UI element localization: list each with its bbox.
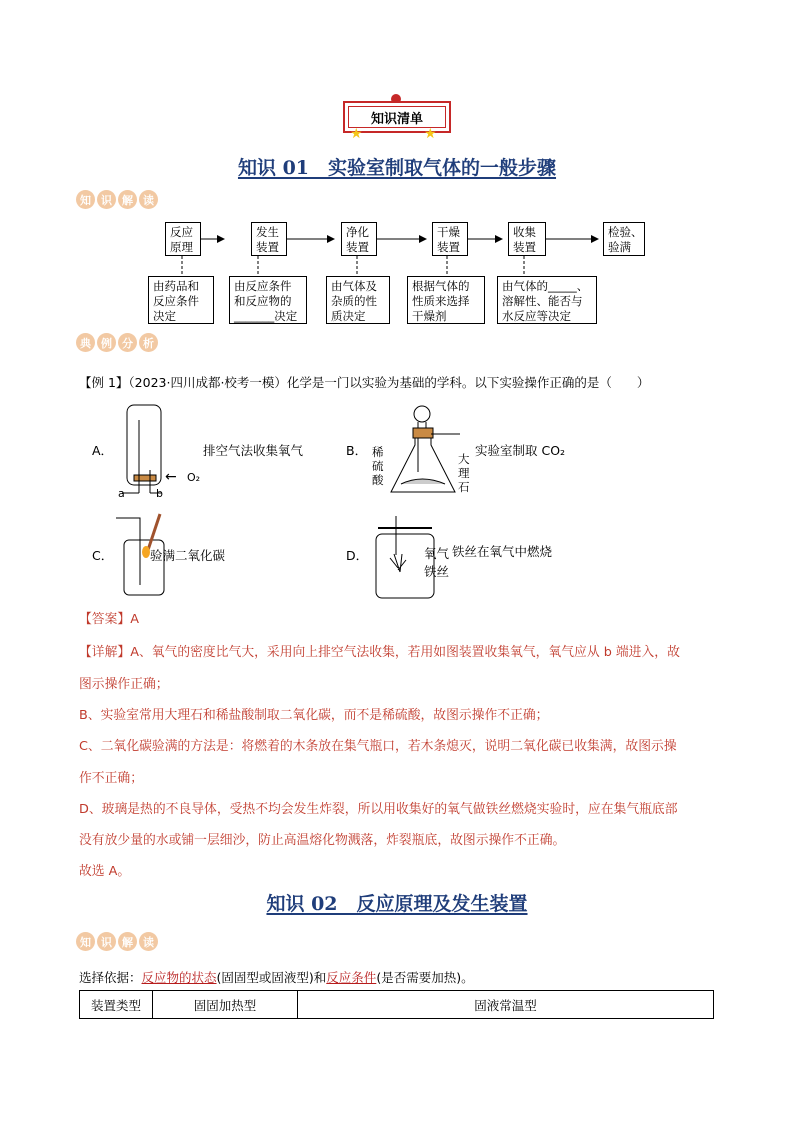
detail-line: C、二氧化碳验满的方法是：将燃着的木条放在集气瓶口，若木条熄灭，说明二氧化碳已收集满，故图示操 <box>79 739 677 754</box>
option-caption: 验满二氧化碳 <box>150 548 226 563</box>
selection-basis <box>79 970 474 986</box>
tag-char: 知 <box>76 932 95 951</box>
arrow-left-icon: ← <box>165 469 177 485</box>
label-dilute-acid: 稀 硫 酸 <box>372 445 384 487</box>
table-header: 装置类型 <box>80 991 153 1019</box>
tag-char: 例 <box>97 333 116 352</box>
flow-desc: 由气体及 杂质的性 质决定 <box>326 276 390 324</box>
flow-step: 发生 装置 <box>251 222 287 256</box>
tag-char: 解 <box>118 190 137 209</box>
option-letter: C． <box>92 548 114 563</box>
basis-text: (是否需要加热)。 <box>376 970 474 985</box>
option-caption: 排空气法收集氧气 <box>203 443 304 458</box>
table-header: 固固加热型 <box>153 991 298 1019</box>
table-row <box>80 991 714 1019</box>
section-title: 知识 02 反应原理及发生装置 <box>266 893 528 915</box>
detail-line: B、实验室常用大理石和稀盐酸制取二氧化碳，而不是稀硫酸，故图示操作不正确； <box>79 708 549 723</box>
question-text: 【例 1】（2023·四川成都·校考一模）化学是一门以实验为基础的学科。以下实验操作正确的是（ ） <box>79 375 650 390</box>
label-iron-wire: 铁丝 <box>424 564 450 579</box>
tag-char: 析 <box>139 333 158 352</box>
tag-example-analysis <box>76 333 158 355</box>
flow-step: 反应 原理 <box>165 222 201 256</box>
flow-step: 收集 装置 <box>508 222 546 256</box>
section-title: 知识 01 实验室制取气体的一般步骤 <box>237 157 557 179</box>
detail-line: 图示操作正确； <box>79 677 169 692</box>
label-a-port: a <box>118 487 125 500</box>
detail-line <box>79 645 680 661</box>
detail-line: 故选 A。 <box>79 864 131 879</box>
detail-line: D、玻璃是热的不良导体，受热不均会发生炸裂，所以用收集好的氧气做铁丝燃烧实验时，应在集气瓶底部 <box>79 802 678 817</box>
label-o2: O₂ <box>187 471 201 484</box>
tag-char: 识 <box>97 190 116 209</box>
option-caption: 铁丝在氧气中燃烧 <box>452 544 553 559</box>
star-icon: ★ <box>424 126 437 142</box>
basis-key-state: 反应物的状态 <box>141 970 217 985</box>
option-caption: 实验室制取 CO₂ <box>475 443 566 458</box>
flow-step: 干燥 装置 <box>432 222 468 256</box>
tag-char: 读 <box>139 190 158 209</box>
detail-text: A、氧气的密度比气大，采用向上排空气法收集，若用如图装置收集氧气，氧气应从 b 端进入，故 <box>130 645 680 660</box>
tag-char: 典 <box>76 333 95 352</box>
badge-label: 知识清单 <box>370 111 423 127</box>
tag-char: 读 <box>139 932 158 951</box>
flow-desc: 由反应条件 和反应物的 _______决定 <box>229 276 307 324</box>
tag-knowledge-reading <box>76 932 158 954</box>
label-marble: 大 理 石 <box>458 452 470 494</box>
tag-char: 识 <box>97 932 116 951</box>
detail-line: 作不正确； <box>79 771 143 786</box>
label-oxygen: 氧气 <box>424 546 450 561</box>
flow-desc: 根据气体的 性质来选择 干燥剂 <box>407 276 485 324</box>
answer-label: 【答案】 <box>79 612 131 627</box>
option-letter: A． <box>92 443 114 458</box>
flow-desc: 由药品和 反应条件 决定 <box>148 276 214 324</box>
tag-char: 解 <box>118 932 137 951</box>
detail-line: 没有放少量的水或铺一层细沙，防止高温熔化物溅落，炸裂瓶底，故图示操作不正确。 <box>79 833 566 848</box>
basis-key-condition: 反应条件 <box>326 970 377 985</box>
option-letter: B． <box>346 443 368 458</box>
basis-text: (固固型或固液型)和 <box>216 970 327 985</box>
flow-step: 净化 装置 <box>341 222 377 256</box>
answer-value: A <box>130 612 139 627</box>
apparatus-type-table <box>79 990 714 1019</box>
table-header: 固液常温型 <box>298 991 714 1019</box>
answer-line <box>79 612 139 628</box>
flow-connectors <box>0 0 794 340</box>
option-letter: D． <box>346 548 369 563</box>
apparatus-a-illustration <box>112 400 192 500</box>
label-b-port: b <box>156 487 163 500</box>
flow-desc: 由气体的_____、 溶解性、能否与 水反应等决定 <box>497 276 597 324</box>
basis-prefix: 选择依据： <box>79 970 142 985</box>
apparatus-b-illustration <box>385 400 465 500</box>
flow-step: 检验、 验满 <box>603 222 645 256</box>
star-icon: ★ <box>350 126 363 142</box>
detail-label: 【详解】 <box>79 645 131 660</box>
tag-char: 分 <box>118 333 137 352</box>
tag-char: 知 <box>76 190 95 209</box>
